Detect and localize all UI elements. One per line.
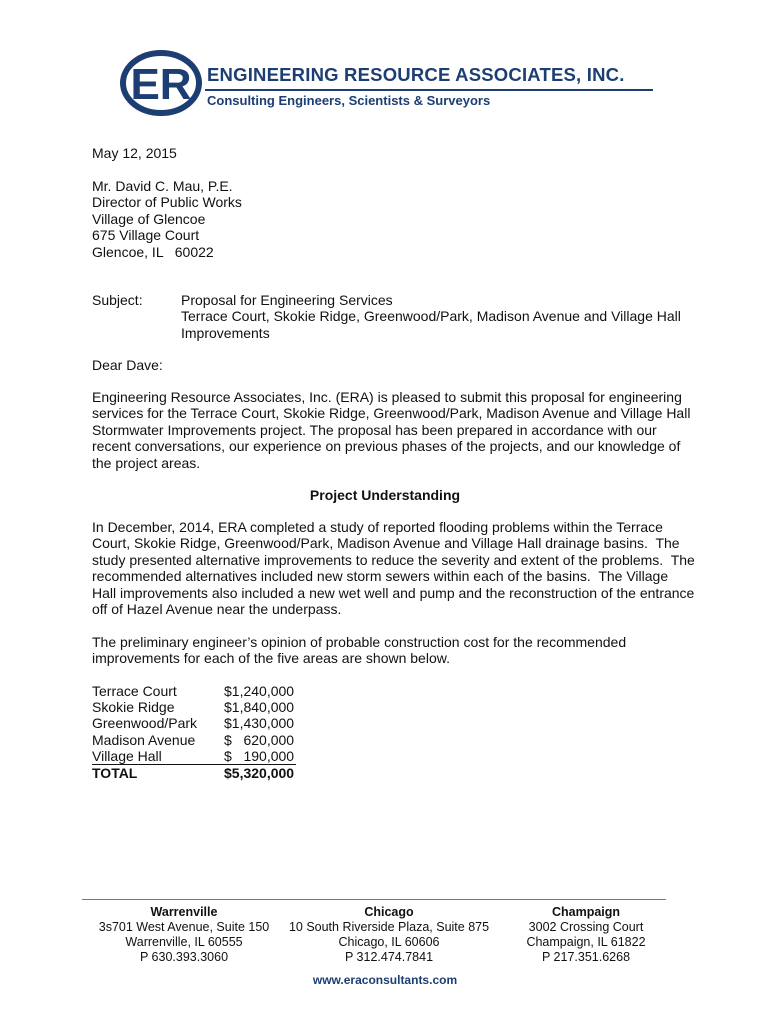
office-address: 3s701 West Avenue, Suite 150 [98, 920, 270, 934]
total-row [92, 765, 296, 782]
office-citystate: Warrenville, IL 60555 [125, 935, 243, 949]
intro-paragraph [92, 389, 692, 471]
office-city: Champaign [551, 905, 621, 919]
office-citystate: Chicago, IL 60606 [338, 935, 440, 949]
cost-amount: $1,430,000 [224, 715, 295, 732]
letterhead-divider [205, 89, 653, 91]
cost-table [92, 683, 296, 781]
subject-line: Improvements [181, 324, 270, 341]
cost-row [92, 732, 296, 748]
recipient-address [92, 178, 692, 260]
paragraph-line: off of Hazel Avenue near the underpass. [92, 601, 342, 618]
office-address: 3002 Crossing Court [528, 920, 644, 934]
subject-label: Subject: [92, 292, 143, 308]
logo-text: ER [130, 60, 192, 109]
office-city: Chicago [364, 905, 414, 919]
office-champaign [505, 905, 667, 965]
recipient-line: Glencoe, IL 60022 [92, 243, 214, 260]
era-logo-icon [120, 50, 202, 116]
paragraph-line: In December, 2014, ERA completed a study of reported flooding problems within the Terrace [92, 519, 663, 535]
cost-area: Madison Avenue [92, 731, 196, 748]
total-amount: $5,320,000 [224, 765, 295, 782]
paragraph-line: recent conversations, our experience on previous phases of the projects, and our knowledge of [92, 438, 681, 455]
cost-row [92, 683, 296, 699]
office-phone: P 217.351.6268 [541, 950, 631, 964]
cost-area: Greenwood/Park [92, 715, 198, 732]
paragraph-line: improvements for each of the five areas are shown below. [92, 650, 450, 667]
office-phone: P 312.474.7841 [344, 950, 434, 964]
paragraph-line: Engineering Resource Associates, Inc. (ERA) is pleased to submit this proposal for engineering [92, 389, 682, 405]
office-city: Warrenville [150, 905, 218, 919]
understanding-paragraph [92, 519, 695, 618]
recipient-line: Director of Public Works [92, 194, 242, 211]
subject-line: Proposal for Engineering Services [181, 292, 393, 308]
recipient-line: 675 Village Court [92, 227, 200, 244]
paragraph-line: study presented alternative improvements to reduce the severity and extent of the problems. The [92, 551, 695, 568]
footer-divider [82, 899, 666, 900]
subject-line: Terrace Court, Skokie Ridge, Greenwood/Park, Madison Avenue and Village Hall [181, 308, 681, 325]
recipient-line: Mr. David C. Mau, P.E. [92, 178, 233, 194]
office-citystate: Champaign, IL 61822 [526, 935, 646, 949]
cost-area: Terrace Court [92, 683, 177, 699]
cost-amount: $ 620,000 [224, 731, 295, 748]
cost-row [92, 715, 296, 731]
paragraph-line: Court, Skokie Ridge, Greenwood/Park, Madison Avenue and Village Hall drainage basins. The [92, 535, 680, 552]
paragraph-line: recommended alternatives included new storm sewers within each of the basins. The Village [92, 568, 669, 585]
letter-date: May 12, 2015 [92, 145, 177, 161]
company-tagline: Consulting Engineers, Scientists & Surveyors [207, 93, 491, 108]
subject-text [181, 292, 770, 341]
recipient-line: Village of Glencoe [92, 210, 206, 227]
paragraph-line: Hall improvements also included a new wet well and pump and the reconstruction of the entrance [92, 584, 695, 601]
cost-amount: $ 190,000 [224, 747, 295, 764]
cost-row [92, 748, 296, 765]
company-name: ENGINEERING RESOURCE ASSOCIATES, INC. [207, 64, 625, 85]
paragraph-line: The preliminary engineer’s opinion of probable construction cost for the recommended [92, 634, 627, 650]
cost-area: Skokie Ridge [92, 699, 175, 716]
paragraph-line: Stormwater Improvements project. The proposal has been prepared in accordance with our [92, 421, 657, 438]
paragraph-line: services for the Terrace Court, Skokie Ridge, Greenwood/Park, Madison Avenue and Village Hall [92, 405, 691, 422]
website-link[interactable]: www.eraconsultants.com [312, 973, 458, 987]
section-heading: Project Understanding [309, 487, 461, 503]
cost-intro-paragraph [92, 634, 692, 667]
office-phone: P 630.393.3060 [139, 950, 229, 964]
office-warrenville [88, 905, 280, 965]
office-chicago [284, 905, 494, 965]
cost-row [92, 699, 296, 715]
cost-amount: $1,240,000 [224, 683, 295, 699]
paragraph-line: the project areas. [92, 454, 201, 471]
office-address: 10 South Riverside Plaza, Suite 875 [288, 920, 490, 934]
salutation: Dear Dave: [92, 357, 163, 373]
cost-amount: $1,840,000 [224, 699, 295, 716]
cost-area: Village Hall [92, 748, 224, 765]
total-label: TOTAL [92, 765, 138, 782]
